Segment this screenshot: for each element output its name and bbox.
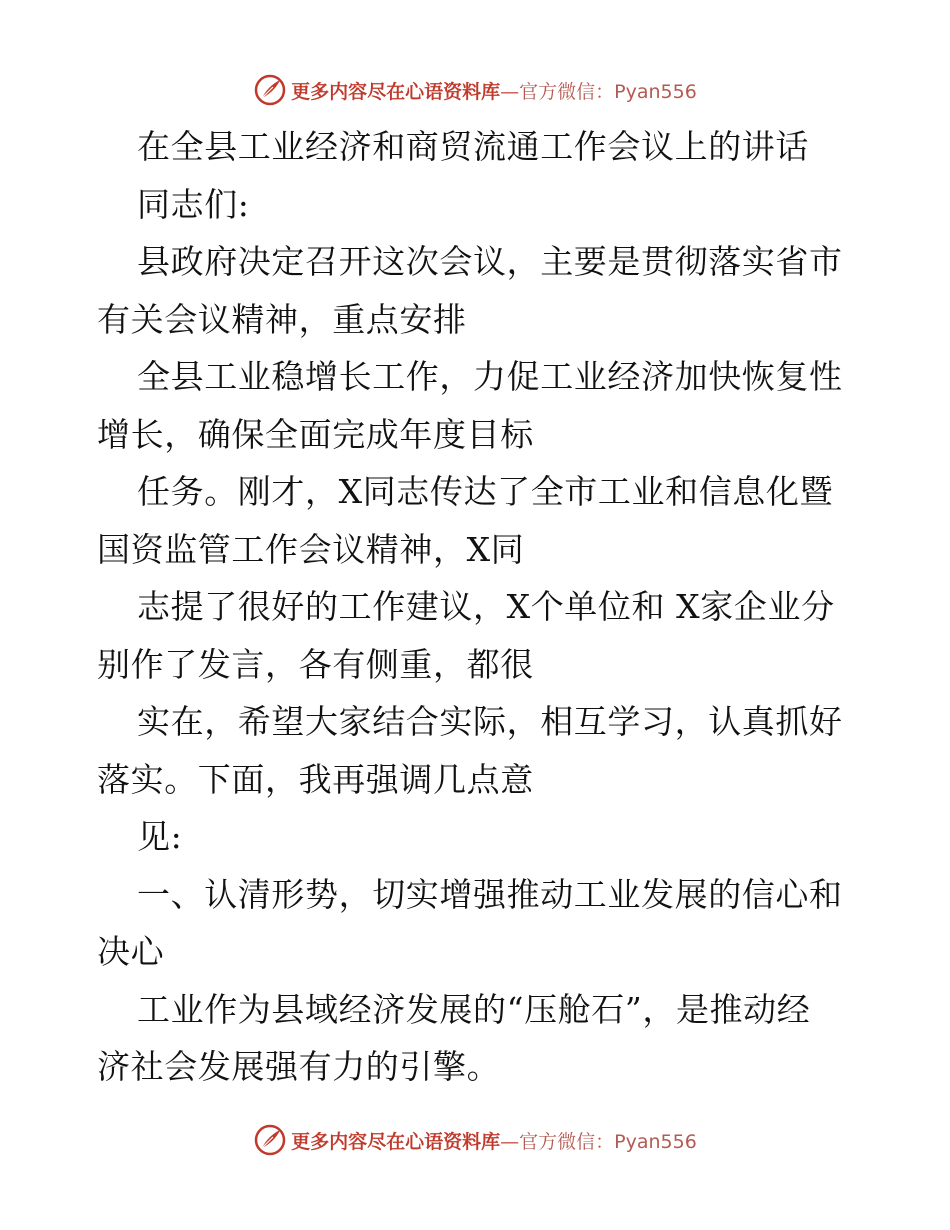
text-line: 济社会发展强有力的引擎。 bbox=[97, 1047, 501, 1086]
banner-text bbox=[291, 1127, 697, 1154]
text-line: 见: bbox=[137, 817, 183, 856]
banner-dash: — bbox=[500, 80, 520, 103]
section-heading: 一、认清形势，切实增强推动工业发展的信心和 bbox=[137, 874, 843, 914]
text-line: 实在，希望大家结合实际，相互学习，认真抓好 bbox=[137, 702, 843, 741]
banner-official-account: 官方微信：Pyan556 bbox=[519, 80, 697, 103]
section-heading-continued: 决心 bbox=[97, 932, 165, 971]
header-banner bbox=[0, 70, 950, 110]
text-line: 志提了很好的工作建议，X个单位和 X家企业分 bbox=[137, 587, 835, 626]
banner-text bbox=[291, 77, 697, 104]
document-body bbox=[97, 118, 857, 1096]
text-line: 工业作为县域经济发展的“压舱石”，是推动经 bbox=[137, 989, 811, 1029]
feather-pen-circle-icon bbox=[253, 73, 287, 107]
text-line: 全县工业稳增长工作，力促工业经济加快恢复性 bbox=[137, 357, 843, 396]
text-line: 有关会议精神，重点安排 bbox=[97, 299, 467, 339]
text-line: 同志们: bbox=[137, 184, 250, 224]
text-line: 增长，确保全面完成年度目标 bbox=[97, 414, 534, 454]
banner-brand: 更多内容尽在心语资料库 bbox=[291, 1130, 501, 1153]
text-line: 落实。下面，我再强调几点意 bbox=[97, 759, 534, 799]
text-line: 任务。刚才，X同志传达了全市工业和信息化暨 bbox=[137, 472, 834, 511]
feather-pen-circle-icon bbox=[253, 1123, 287, 1157]
banner-dash: — bbox=[500, 1130, 520, 1153]
document-title: 在全县工业经济和商贸流通工作会议上的讲话 bbox=[137, 127, 809, 166]
text-line: 国资监管工作会议精神，X同 bbox=[97, 529, 525, 569]
text-line: 别作了发言，各有侧重，都很 bbox=[97, 644, 534, 684]
banner-official-account: 官方微信：Pyan556 bbox=[519, 1130, 697, 1153]
footer-banner bbox=[0, 1120, 950, 1160]
text-line: 县政府决定召开这次会议，主要是贯彻落实省市 bbox=[137, 242, 843, 281]
banner-brand: 更多内容尽在心语资料库 bbox=[291, 80, 501, 103]
